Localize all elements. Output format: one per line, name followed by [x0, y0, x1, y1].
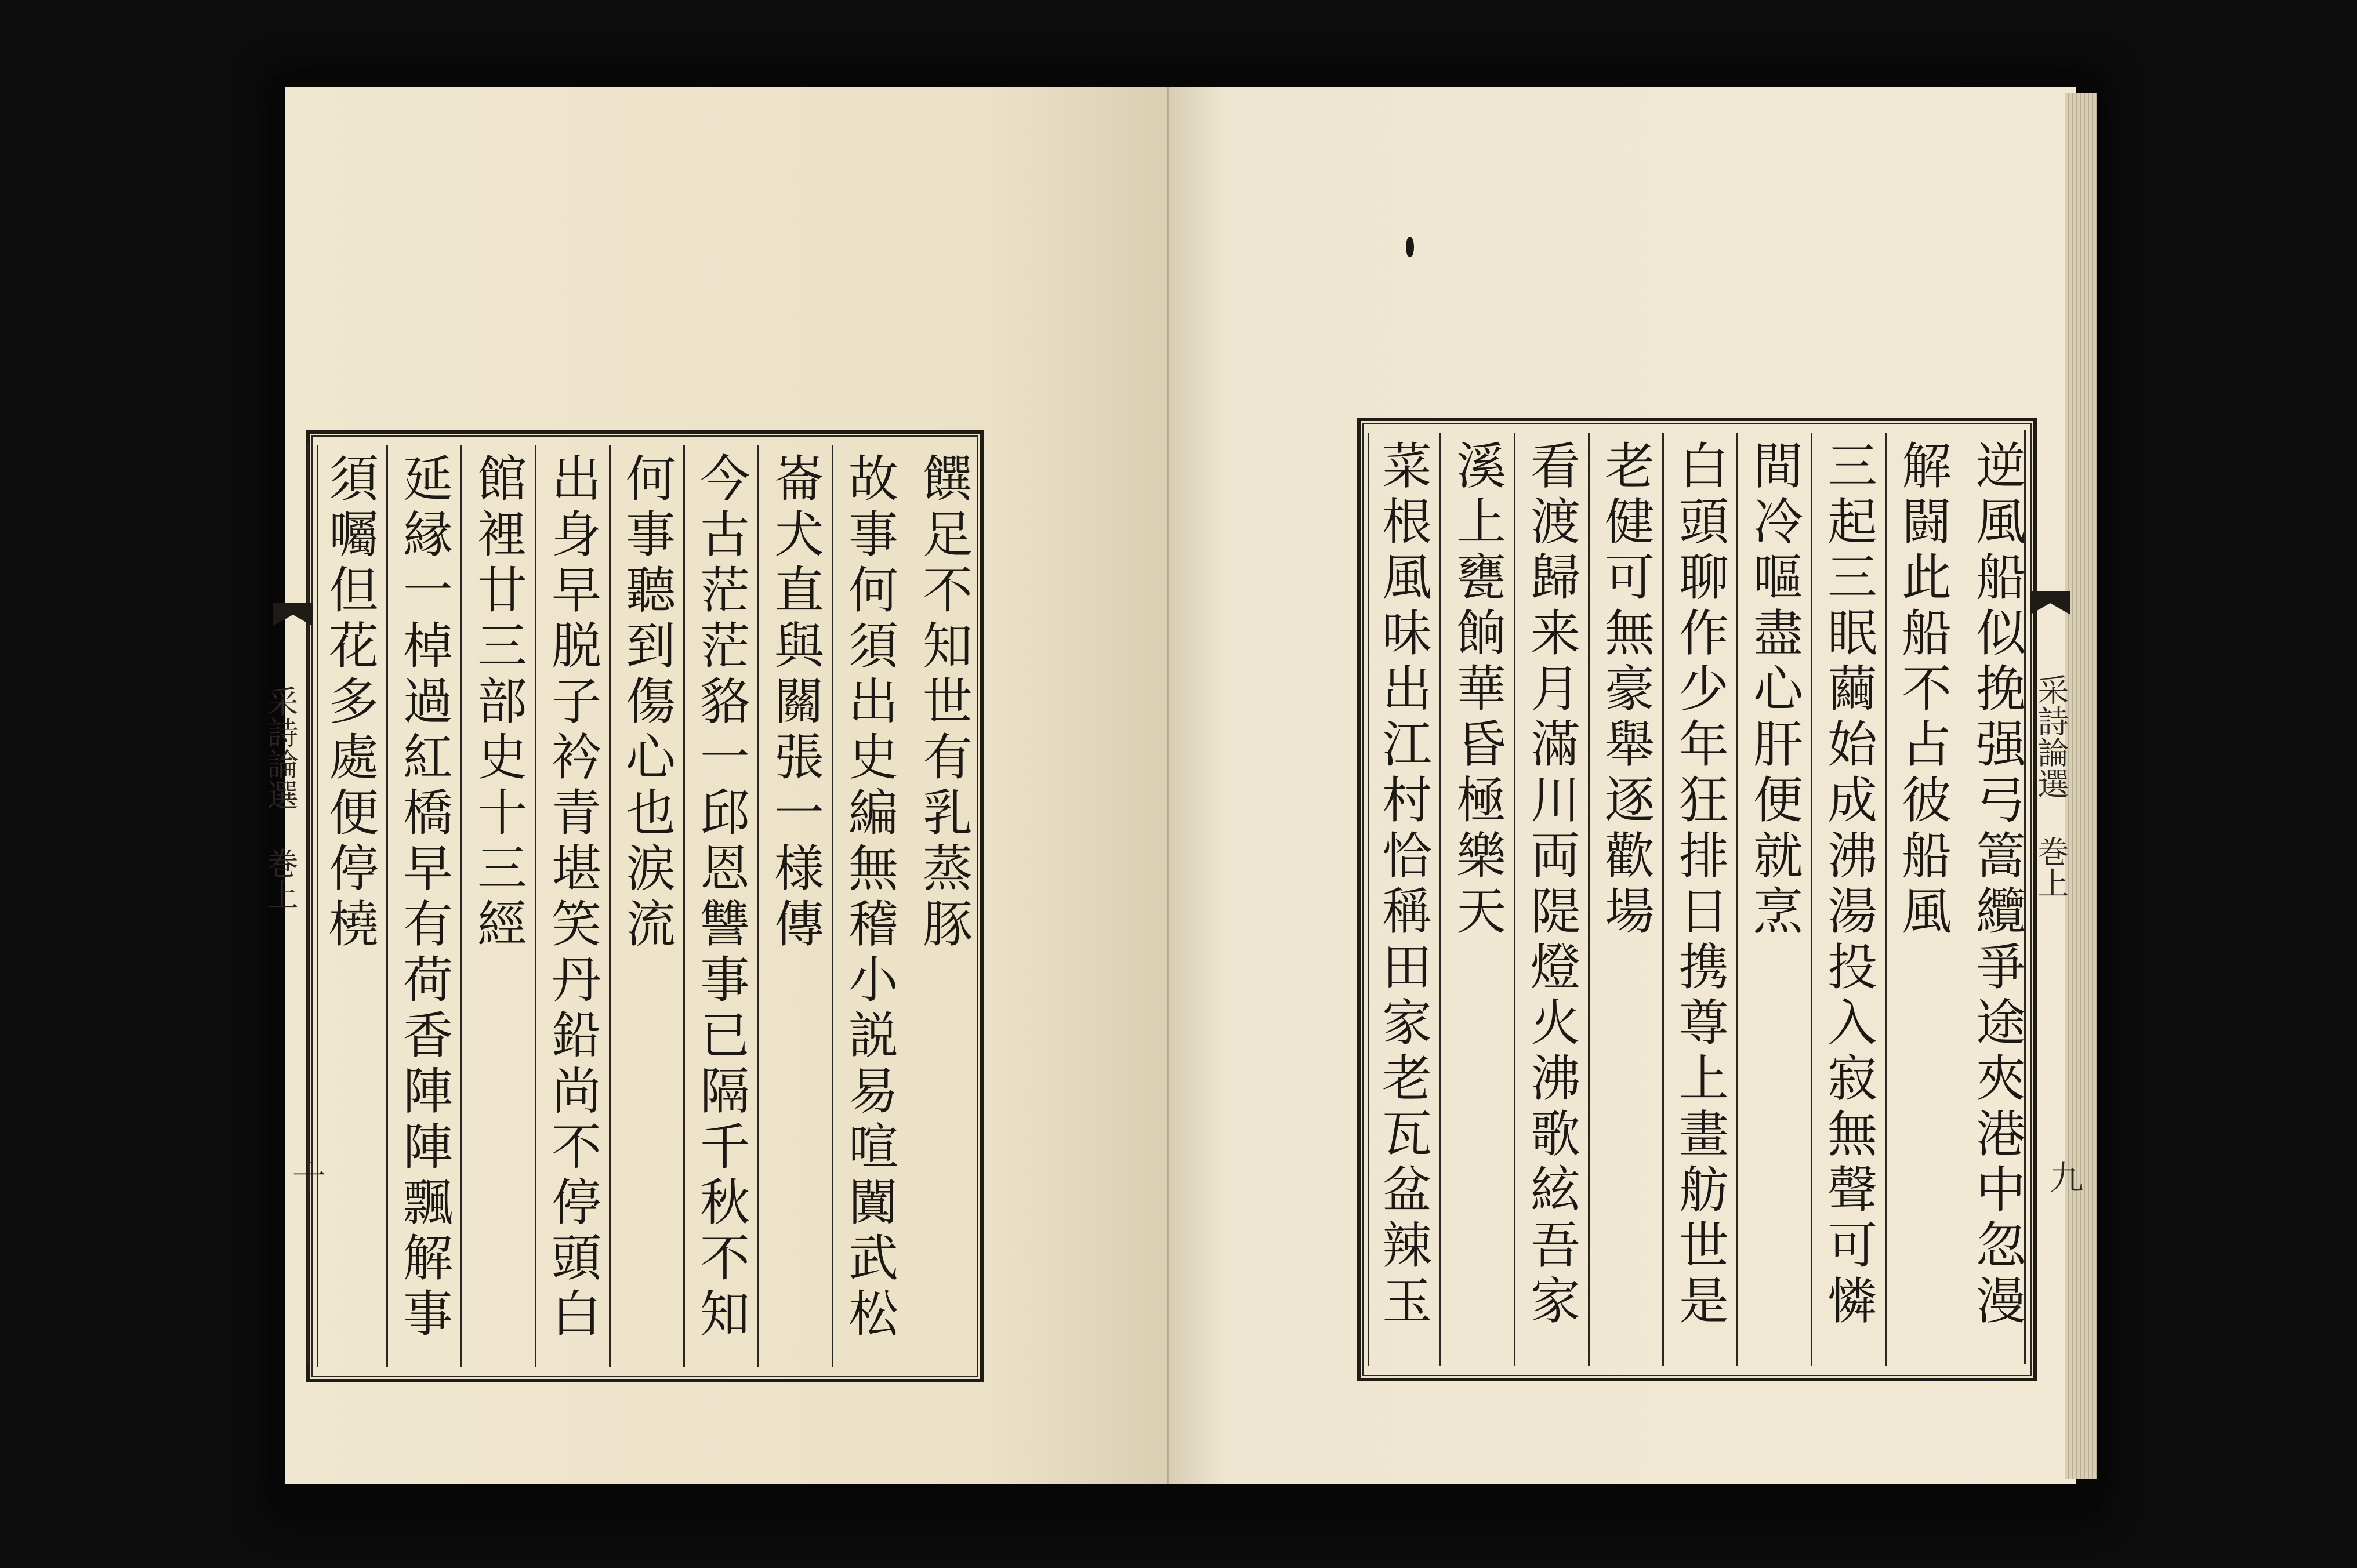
text-column: 解闘此船不占彼船風 [1885, 433, 1959, 1366]
text-column: 崙犬直與關張一様傳 [757, 445, 832, 1367]
right-folio: 九 [2044, 1160, 2083, 1193]
text-column: 菜根風味出江村恰稱田家老瓦盆辣玉 [1368, 433, 1439, 1366]
text-column: 故事何須出史編無稽小説易喧闐武松 [832, 445, 906, 1367]
text-column: 須囑但花多處便停橈 [317, 445, 386, 1367]
text-column: 館裡廿三部史十三經 [460, 445, 535, 1367]
ink-spot [1406, 237, 1414, 257]
text-column: 饌足不知世有乳蒸豚 [914, 452, 972, 953]
text-column: 今古茫茫貉一邱恩讐事已隔千秋不知 [683, 445, 757, 1367]
left-folio: 十 [287, 1160, 326, 1193]
right-text-frame [1357, 418, 2037, 1381]
text-column: 看渡歸来月滿川両隄燈火沸歌絃吾家 [1514, 433, 1588, 1366]
text-column: 老健可無豪舉逐歡場 [1588, 433, 1662, 1366]
text-column: 溪上甕餉華昏極樂天 [1439, 433, 1514, 1366]
text-column: 白頭聊作少年狂排日携尊上畫舫世是 [1662, 433, 1736, 1366]
text-column: 逆風船似挽强弓篙纜爭途夾港中忽漫 [1967, 440, 2025, 1330]
text-column: 三起三眠繭始成沸湯投入寂無聲可憐 [1811, 433, 1885, 1366]
text-column: 何事聽到傷心也涙流 [609, 445, 683, 1367]
text-column: 延縁一棹過紅橋早有荷香陣陣飄解事 [386, 445, 460, 1367]
left-hashira: 采詩論選 巻上 [255, 442, 309, 1364]
text-column: 間冷嘔盡心肝便就烹 [1736, 433, 1811, 1366]
left-text-frame [306, 430, 984, 1382]
fishtail-mark [273, 603, 313, 638]
text-column: 出身早脱子衿青堪笑丹鉛尚不停頭白 [535, 445, 609, 1367]
right-hashira: 采詩論選 巻上 [2024, 430, 2077, 1364]
fishtail-mark [2030, 591, 2070, 626]
